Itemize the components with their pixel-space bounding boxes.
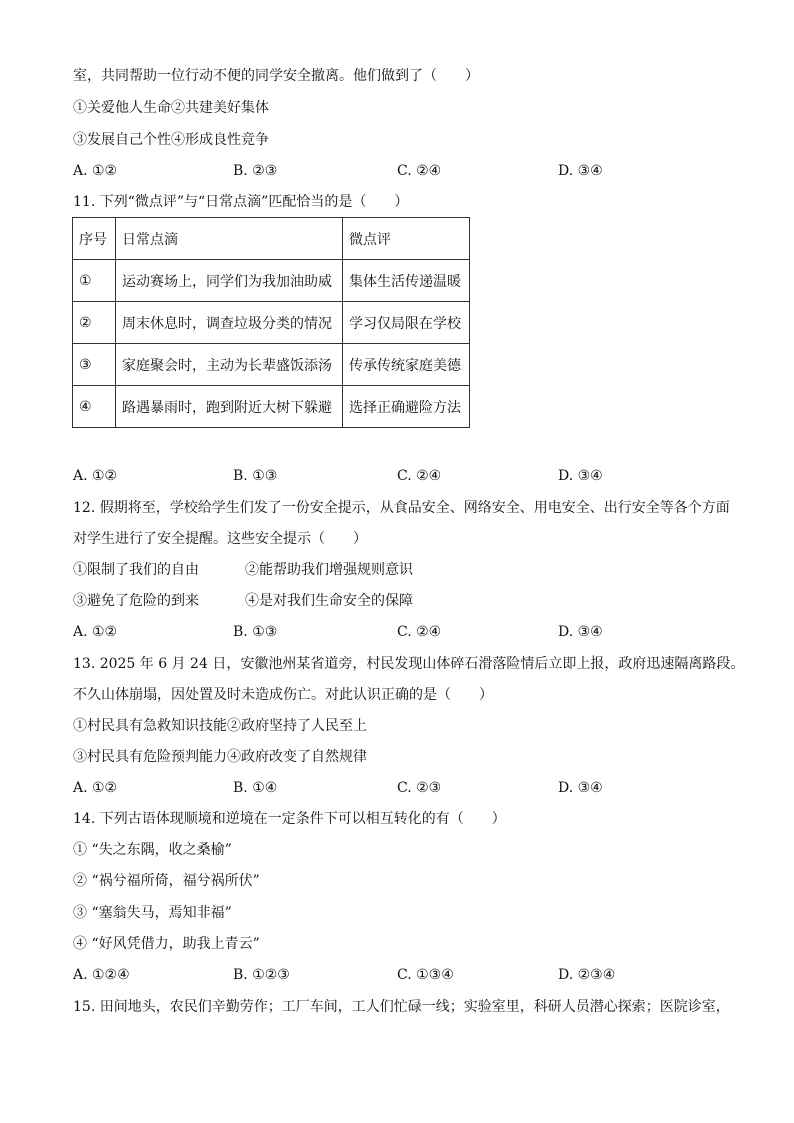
table-cell: ④ xyxy=(73,386,116,428)
option-d: D. ③④ xyxy=(558,780,603,796)
q11-options xyxy=(73,466,733,486)
option-c: C. ②④ xyxy=(397,163,442,179)
option-d: D. ③④ xyxy=(558,624,603,640)
option-a: A. ①② xyxy=(73,468,118,484)
q11-stem: 11. 下列“微点评”与“日常点滴”匹配恰当的是（ ） xyxy=(73,194,409,210)
option-b: B. ①②③ xyxy=(233,967,290,983)
table-cell: 周末休息时，调查垃圾分类的情况 xyxy=(116,302,343,344)
table-cell: ① xyxy=(73,260,116,302)
q12-statements-2 xyxy=(73,591,733,611)
option-d: D. ③④ xyxy=(558,468,603,484)
q11-table xyxy=(72,217,470,428)
option-d: D. ②③④ xyxy=(558,967,616,983)
q14-options xyxy=(73,965,733,985)
header-comment: 微点评 xyxy=(343,218,470,260)
option-d: D. ③④ xyxy=(558,163,603,179)
q14-item-3: ③ “塞翁失马，焉知非福” xyxy=(73,905,232,921)
table-cell: ③ xyxy=(73,344,116,386)
table-cell: 家庭聚会时，主动为长辈盛饭添汤 xyxy=(116,344,343,386)
table-cell: 集体生活传递温暖 xyxy=(343,260,470,302)
q13-options xyxy=(73,778,733,798)
header-daily: 日常点滴 xyxy=(116,218,343,260)
statement-4: ④是对我们生命安全的保障 xyxy=(245,593,413,609)
q12-options xyxy=(73,622,733,642)
q12-statements-1 xyxy=(73,560,733,580)
table-row xyxy=(73,344,470,386)
table-cell: 选择正确避险方法 xyxy=(343,386,470,428)
q14-item-1: ① “失之东隅，收之桑榆” xyxy=(73,842,232,858)
table-cell: 路遇暴雨时，跑到附近大树下躲避 xyxy=(116,386,343,428)
q12-stem-line-1: 12. 假期将至，学校给学生们发了一份安全提示，从食品安全、网络安全、用电安全、出行安全等各个方面 xyxy=(73,500,730,516)
option-b: B. ①③ xyxy=(233,468,278,484)
option-c: C. ②③ xyxy=(397,780,442,796)
q13-statements-2: ③村民具有危险预判能力④政府改变了自然规律 xyxy=(73,749,367,765)
q10-options xyxy=(73,161,733,181)
statement-1: ①限制了我们的自由 xyxy=(73,562,199,578)
option-c: C. ②④ xyxy=(397,468,442,484)
statement-2: ②能帮助我们增强规则意识 xyxy=(245,562,413,578)
q14-stem: 14. 下列古语体现顺境和逆境在一定条件下可以相互转化的有（ ） xyxy=(73,811,506,827)
q10-statements-2: ③发展自己个性④形成良性竞争 xyxy=(73,132,269,148)
option-a: A. ①② xyxy=(73,624,118,640)
q10-statements-1: ①关爱他人生命②共建美好集体 xyxy=(73,100,269,116)
option-b: B. ②③ xyxy=(233,163,278,179)
option-c: C. ②④ xyxy=(397,624,442,640)
option-a: A. ①② xyxy=(73,163,118,179)
q13-stem-line-1: 13. 2025 年 6 月 24 日，安徽池州某省道旁，村民发现山体碎石滑落险情后立即上报，政府迅速隔离路段。 xyxy=(73,656,745,672)
table-row xyxy=(73,386,470,428)
table-row xyxy=(73,260,470,302)
q15-stem: 15. 田间地头，农民们辛勤劳作；工厂车间，工人们忙碌一线；实验室里，科研人员潜心探索；医院诊室， xyxy=(73,999,730,1015)
option-a: A. ①②④ xyxy=(73,967,130,983)
q14-item-2: ② “祸兮福所倚，福兮祸所伏” xyxy=(73,873,260,889)
q13-stem-line-2: 不久山体崩塌，因处置及时未造成伤亡。对此认识正确的是（ ） xyxy=(73,687,493,703)
q12-stem-line-2: 对学生进行了安全提醒。这些安全提示（ ） xyxy=(73,531,367,547)
table-cell: ② xyxy=(73,302,116,344)
table-cell: 传承传统家庭美德 xyxy=(343,344,470,386)
header-index: 序号 xyxy=(73,218,116,260)
option-b: B. ①③ xyxy=(233,624,278,640)
option-c: C. ①③④ xyxy=(397,967,454,983)
table-cell: 运动赛场上，同学们为我加油助威 xyxy=(116,260,343,302)
q14-item-4: ④ “好风凭借力，助我上青云” xyxy=(73,936,260,952)
table-row xyxy=(73,302,470,344)
q13-statements-1: ①村民具有急救知识技能②政府坚持了人民至上 xyxy=(73,718,367,734)
option-a: A. ①② xyxy=(73,780,118,796)
statement-3: ③避免了危险的到来 xyxy=(73,593,199,609)
option-b: B. ①④ xyxy=(233,780,278,796)
table-cell: 学习仅局限在学校 xyxy=(343,302,470,344)
q10-stem: 室，共同帮助一位行动不便的同学安全撤离。他们做到了（ ） xyxy=(73,68,479,84)
table-header-row xyxy=(73,218,470,260)
